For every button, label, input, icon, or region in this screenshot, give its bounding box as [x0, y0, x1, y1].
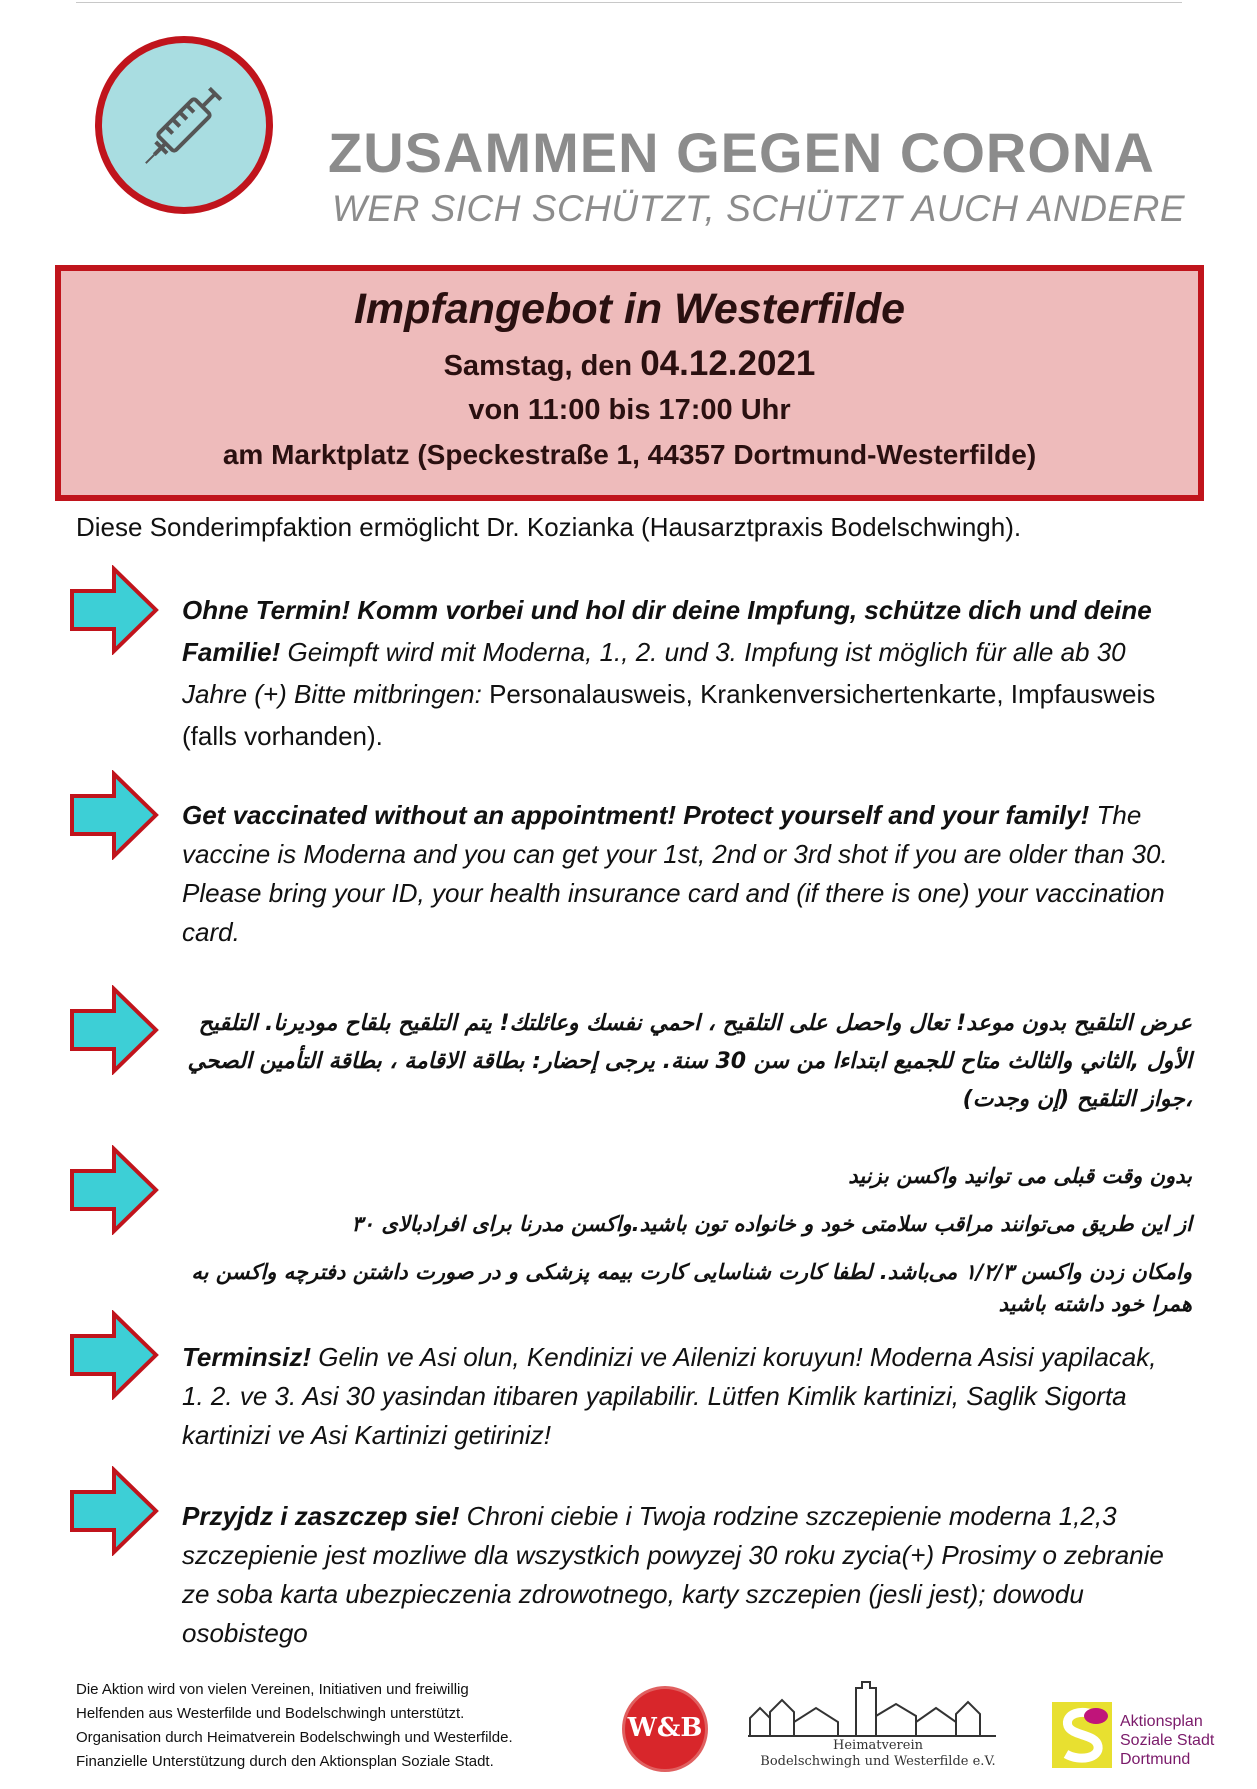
english-bold: Get vaccinated without an appointment! Protect yourself and your family! — [182, 800, 1090, 830]
heimatverein-line-1: Heimatverein — [833, 1738, 923, 1753]
farsi-line-3: وامکان زدن واکسن ۱/۲/۳ می‌باشد. لطفا کارت شناسایی کارت بیمه پزشکی و در صورت داشتن دفترچه واکسن به همرا خود داشته باشید — [191, 1260, 1192, 1316]
german-bold: Ohne Termin! Komm vorbei und hol dir deine Impfung, schütze dich und deine Familie! — [182, 595, 1152, 667]
top-rule — [76, 2, 1182, 3]
aktionsplan-logo — [1052, 1702, 1112, 1768]
section-polish — [182, 1497, 1172, 1653]
campaign-subtitle: WER SICH SCHÜTZT, SCHÜTZT AUCH ANDERE — [332, 188, 1186, 229]
event-time: von 11:00 bis 17:00 Uhr — [468, 394, 791, 426]
campaign-title: ZUSAMMEN GEGEN CORONA — [328, 121, 1155, 184]
wb-seal-logo — [622, 1686, 708, 1772]
section-arabic: عرض التلقيح بدون موعد! تعال واحصل على التلقيح ، احمي نفسك وعائلتك! يتم التلقيح بلقاح موديرنا. التلقيح الأول ,الثاني والثالث متاح للجميع ابتداءا من سن 30 سنة. يرجى إحضار: بطاقة الاقامة ، بطاقة التأمين الصحي ،جواز التلقيح (إن وجدت) — [187, 1011, 1192, 1112]
arrow-icon — [70, 1145, 160, 1235]
event-box — [55, 265, 1204, 501]
heimatverein-line-2: Bodelschwingh und Westerfilde e.V. — [760, 1754, 996, 1769]
wb-seal-text: W&B — [627, 1713, 703, 1743]
english-text: The vaccine is Moderna and you can get your 1st, 2nd or 3rd shot if you are older than 30. Please bring your ID, your health insurance card and (if there is one) your vaccination card. — [182, 800, 1168, 947]
aktionsplan-line-1: Aktionsplan — [1120, 1713, 1203, 1730]
arrow-icon — [70, 770, 160, 860]
event-date-line — [61, 344, 1198, 384]
arrow-icon — [70, 1310, 160, 1400]
turkish-bold: Terminsiz! — [182, 1342, 312, 1372]
farsi-line-2: از این طریق می‌توانند مراقب سلامتی خود و خانواده تون باشید.واکسن مدرنا برای افرادبالای ۳۰ — [351, 1212, 1192, 1236]
syringe-logo — [95, 36, 273, 214]
german-plain: Personalausweis, Krankenversichertenkarte, Impfausweis (falls vorhanden). — [182, 679, 1156, 751]
event-date-prefix: Samstag, den — [443, 350, 641, 382]
syringe-icon — [124, 65, 244, 185]
aktionsplan-line-2: Soziale Stadt — [1120, 1732, 1215, 1749]
footer-line: Helfenden aus Westerfilde und Bodelschwingh unterstützt. — [76, 1705, 465, 1722]
footer-line: Organisation durch Heimatverein Bodelschwingh und Westerfilde. — [76, 1729, 513, 1746]
arrow-icon — [70, 565, 160, 655]
polish-bold: Przyjdz i zaszczep sie! — [182, 1501, 460, 1531]
german-italic: Geimpft wird mit Moderna, 1., 2. und 3. Impfung ist möglich für alle ab 30 Jahre (+) Bitte mitbringen: — [182, 637, 1126, 709]
footer-line: Finanzielle Unterstützung durch den Aktionsplan Soziale Stadt. — [76, 1753, 494, 1770]
polish-text: Chroni ciebie i Twoja rodzine szczepienie moderna 1,2,3 szczepienie jest mozliwe dla wszystkich powyzej 30 roku zycia(+) Prosimy o zebranie ze soba karta ubezpieczenia zdrowotnego, karty szczepien (jesli jest); dowodu osobistego — [182, 1501, 1164, 1648]
event-title: Impfangebot in Westerfilde — [353, 285, 906, 333]
aktionsplan-line-3: Dortmund — [1120, 1751, 1191, 1768]
arrow-icon — [70, 1466, 160, 1556]
arrow-icon — [70, 985, 160, 1075]
intro-text: Diese Sonderimpfaktion ermöglicht Dr. Kozianka (Hausarztpraxis Bodelschwingh). — [76, 512, 1022, 542]
event-date: 04.12.2021 — [640, 344, 816, 383]
turkish-text: Gelin ve Asi olun, Kendinizi ve Ailenizi koruyun! Moderna Asisi yapilacak, 1. 2. ve 3. Asi 30 yasindan itibaren yapilabilir. Lütfen Kimlik kartinizi, Saglik Sigorta kartinizi ve Asi Kartinizi getiriniz! — [182, 1342, 1157, 1450]
section-german — [182, 589, 1172, 757]
footer-line: Die Aktion wird von vielen Vereinen, Initiativen und freiwillig — [76, 1681, 469, 1698]
aktionsplan-text — [1120, 1712, 1214, 1769]
heimatverein-text — [748, 1738, 1008, 1770]
section-turkish — [182, 1338, 1172, 1455]
event-place: am Marktplatz (Speckestraße 1, 44357 Dortmund-Westerfilde) — [222, 439, 1037, 470]
section-english — [182, 796, 1172, 952]
farsi-line-1: بدون وقت قبلی می توانید واکسن بزنید — [848, 1164, 1192, 1188]
footer-text — [76, 1678, 616, 1774]
